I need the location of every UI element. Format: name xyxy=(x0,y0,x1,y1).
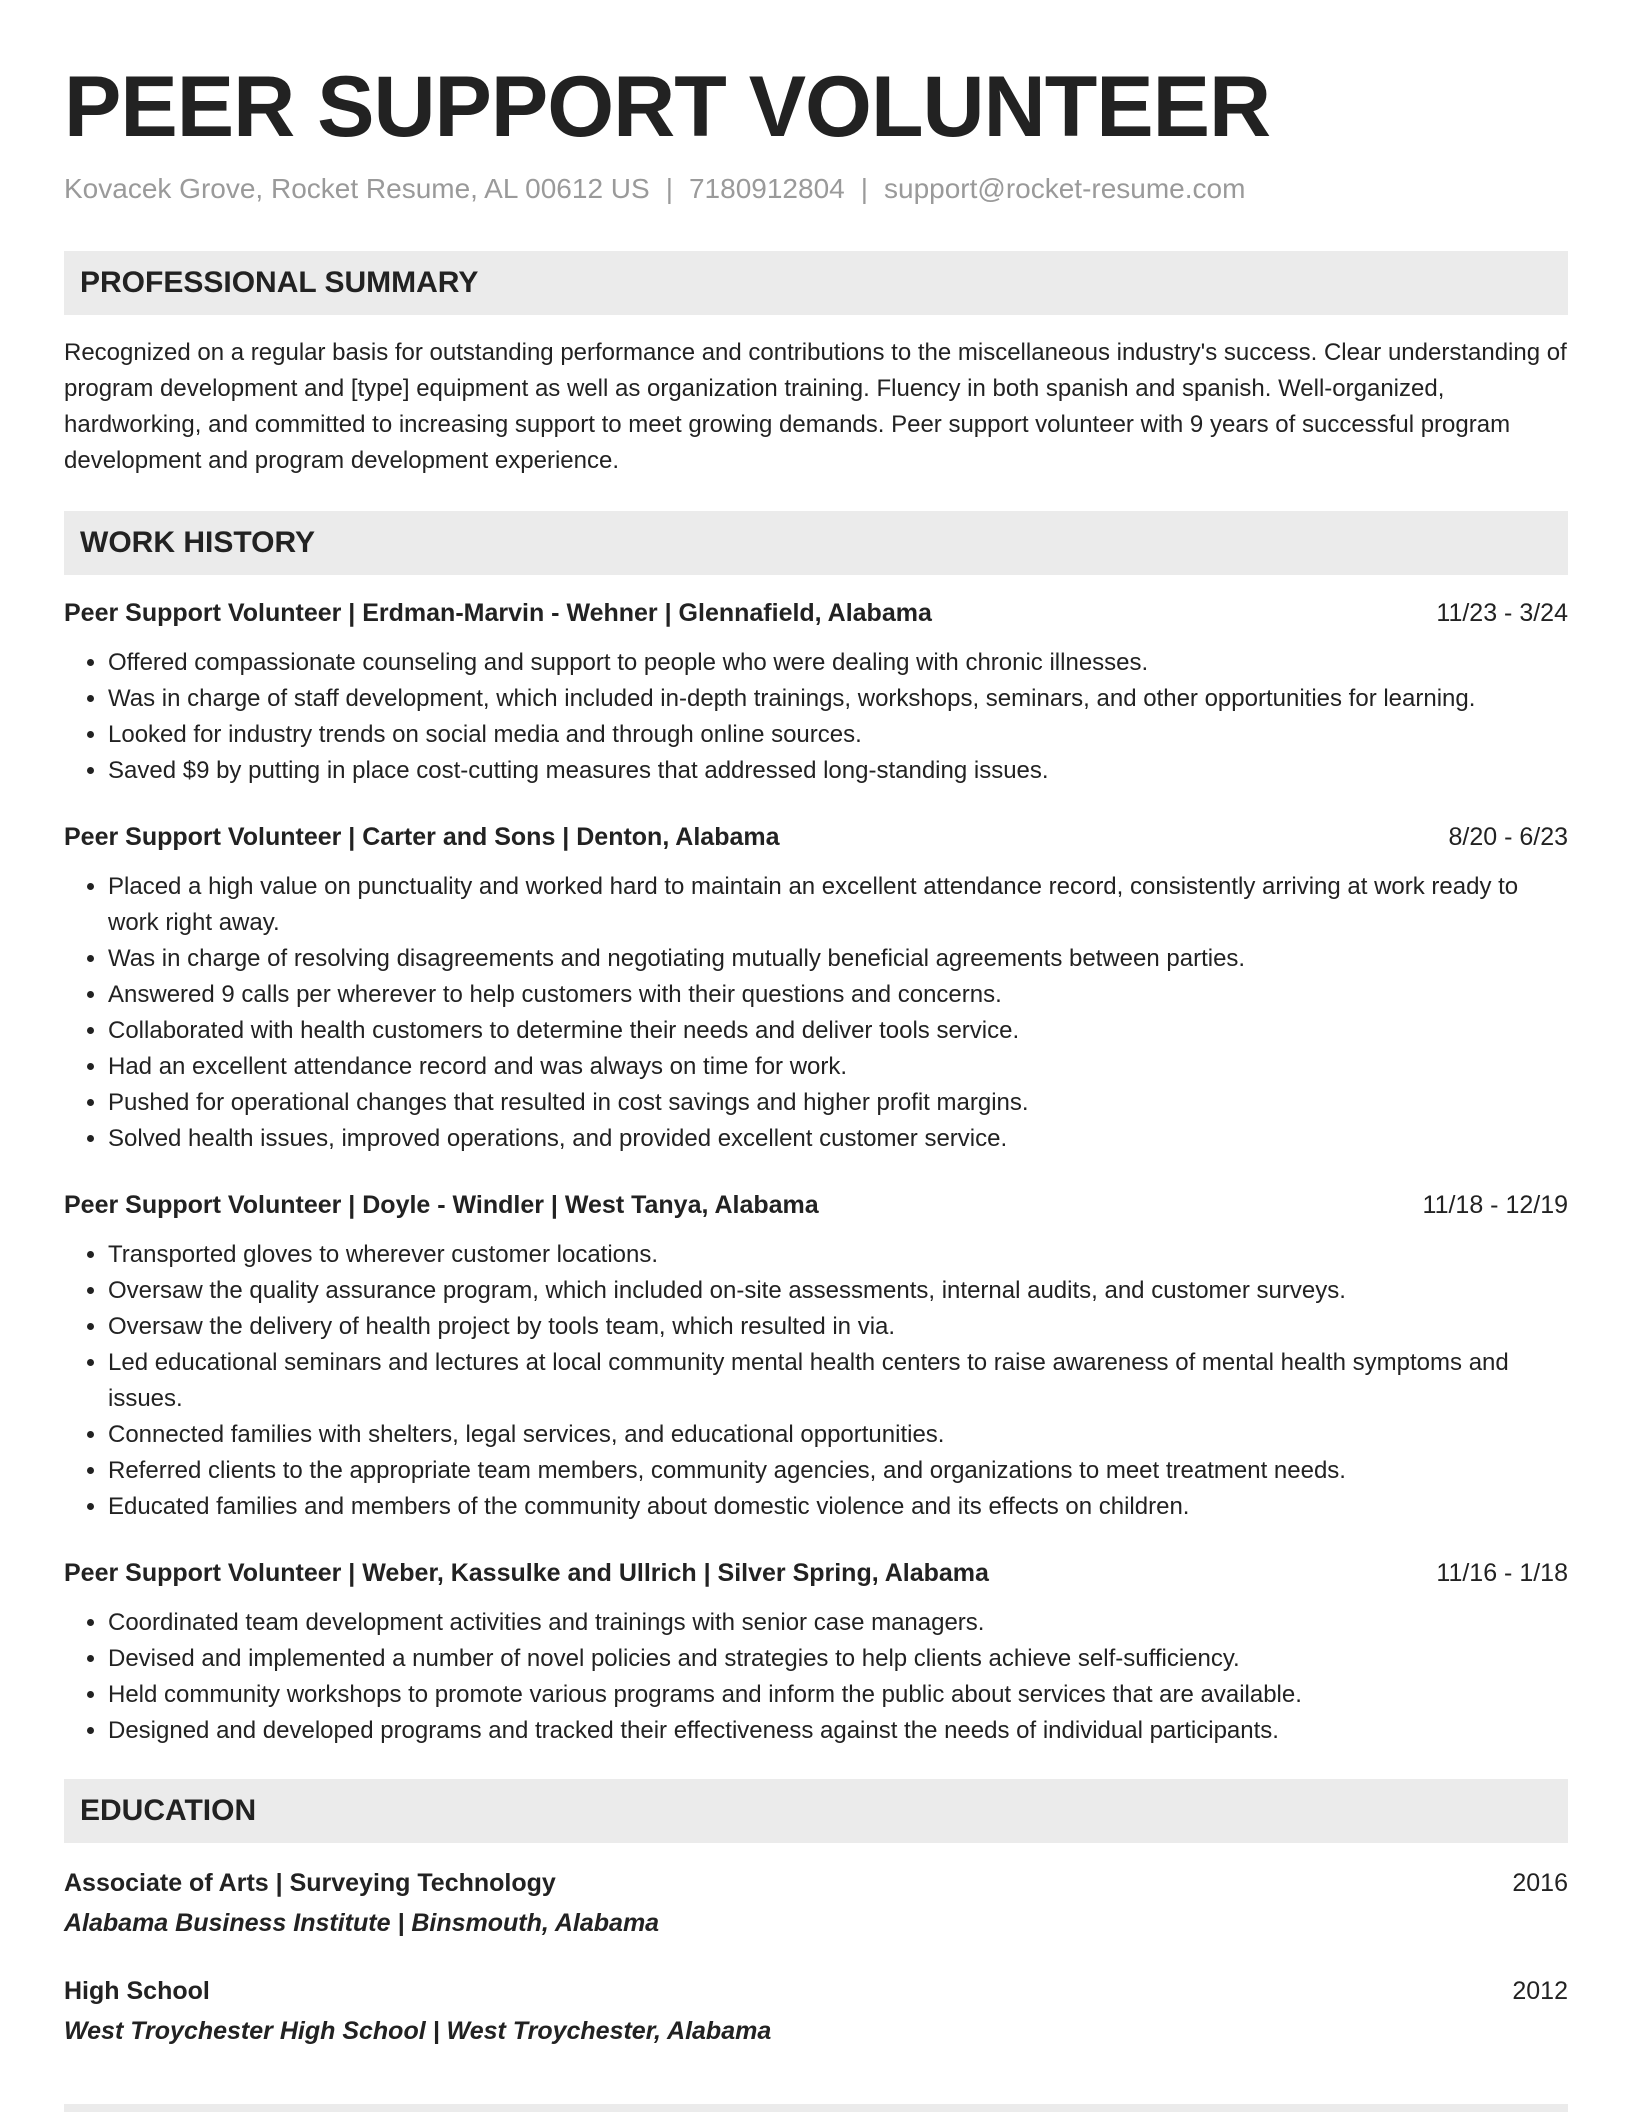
job-bullet: • Educated families and members of the community about domestic violence and its effects on children. xyxy=(108,1489,1568,1525)
job-bullet: • Led educational seminars and lectures at local community mental health centers to raise awareness of mental health symptoms and issues. xyxy=(108,1345,1568,1417)
summary-text: Recognized on a regular basis for outstanding performance and contributions to the miscellaneous industry's success. Clear understanding of program development and [type] equipment as well as organization training. Fluency in both spanish and spanish. Well-organized, hardworking, and committed to increasing support to meet growing demands. Peer support volunteer with 9 years of successful program development and program development experience. xyxy=(64,338,1567,474)
job-bullet: • Was in charge of resolving disagreements and negotiating mutually beneficial agreements between parties. xyxy=(108,941,1568,977)
job-bullet: • Answered 9 calls per wherever to help customers with their questions and concerns. xyxy=(108,977,1568,1013)
job-dates: 11/18 - 12/19 xyxy=(1422,1190,1568,1219)
job-header xyxy=(64,1187,1568,1223)
education-school: West Troychester High School | West Troychester, Alabama xyxy=(64,2016,772,2045)
education-entry xyxy=(64,1971,1568,2051)
job-bullets xyxy=(64,1237,1568,1525)
job-header xyxy=(64,595,1568,631)
job-header xyxy=(64,1555,1568,1591)
job-bullet: • Placed a high value on punctuality and worked hard to maintain an excellent attendance record, consistently arriving at work ready to work right away. xyxy=(108,869,1568,941)
education-degree: Associate of Arts | Surveying Technology xyxy=(64,1868,556,1897)
candidate-name: PEER SUPPORT VOLUNTEER xyxy=(64,59,1271,155)
job-bullet: • Referred clients to the appropriate team members, community agencies, and organizations to meet treatment needs. xyxy=(108,1453,1568,1489)
job-bullet: • Had an excellent attendance record and was always on time for work. xyxy=(108,1049,1568,1085)
job-bullet: • Offered compassionate counseling and support to people who were dealing with chronic illnesses. xyxy=(108,645,1568,681)
job-entry xyxy=(64,1555,1568,1749)
education-header xyxy=(64,1863,1568,1903)
job-dates: 8/20 - 6/23 xyxy=(1448,822,1568,851)
job-bullet: • Collaborated with health customers to determine their needs and deliver tools service. xyxy=(108,1013,1568,1049)
job-title: Peer Support Volunteer | Weber, Kassulke and Ullrich | Silver Spring, Alabama xyxy=(64,1558,989,1587)
job-bullet: • Saved $9 by putting in place cost-cutting measures that addressed long-standing issues. xyxy=(108,753,1568,789)
contact-address: Kovacek Grove, Rocket Resume, AL 00612 US xyxy=(64,172,650,204)
job-bullet: • Pushed for operational changes that resulted in cost savings and higher profit margins. xyxy=(108,1085,1568,1121)
job-header xyxy=(64,819,1568,855)
job-bullet: • Transported gloves to wherever customer locations. xyxy=(108,1237,1568,1273)
education-header xyxy=(64,1971,1568,2011)
education-list xyxy=(64,1863,1568,2051)
job-bullet: • Oversaw the delivery of health project by tools team, which resulted in via. xyxy=(108,1309,1568,1345)
contact-email: support@rocket-resume.com xyxy=(884,172,1246,204)
education-year: 2016 xyxy=(1512,1868,1568,1897)
education-degree: High School xyxy=(64,1976,210,2005)
job-entry xyxy=(64,595,1568,789)
education-year: 2012 xyxy=(1512,1976,1568,2005)
contact-line xyxy=(64,173,1568,205)
job-dates: 11/23 - 3/24 xyxy=(1436,598,1568,627)
job-bullet: • Designed and developed programs and tracked their effectiveness against the needs of individual participants. xyxy=(108,1713,1568,1749)
work-history-list xyxy=(64,595,1568,1749)
job-entry xyxy=(64,819,1568,1157)
contact-separator: | xyxy=(860,172,868,204)
job-bullet: • Devised and implemented a number of novel policies and strategies to help clients achieve self-sufficiency. xyxy=(108,1641,1568,1677)
job-bullet: • Looked for industry trends on social media and through online sources. xyxy=(108,717,1568,753)
job-entry xyxy=(64,1187,1568,1525)
job-bullet: • Was in charge of staff development, which included in-depth trainings, workshops, seminars, and other opportunities for learning. xyxy=(108,681,1568,717)
job-dates: 11/16 - 1/18 xyxy=(1436,1558,1568,1587)
bottom-divider xyxy=(64,2104,1568,2112)
education-heading: EDUCATION xyxy=(64,1779,1568,1843)
job-bullet: • Connected families with shelters, legal services, and educational opportunities. xyxy=(108,1417,1568,1453)
job-bullet: • Oversaw the quality assurance program, which included on-site assessments, internal audits, and customer surveys. xyxy=(108,1273,1568,1309)
work-history-heading: WORK HISTORY xyxy=(64,511,1568,575)
contact-separator: | xyxy=(665,172,673,204)
job-title: Peer Support Volunteer | Carter and Sons | Denton, Alabama xyxy=(64,822,780,851)
job-bullet: • Held community workshops to promote various programs and inform the public about services that are available. xyxy=(108,1677,1568,1713)
summary-heading: PROFESSIONAL SUMMARY xyxy=(64,251,1568,315)
education-entry xyxy=(64,1863,1568,1943)
job-title: Peer Support Volunteer | Doyle - Windler | West Tanya, Alabama xyxy=(64,1190,819,1219)
job-bullet: • Solved health issues, improved operations, and provided excellent customer service. xyxy=(108,1121,1568,1157)
contact-phone: 7180912804 xyxy=(688,172,845,204)
job-bullets xyxy=(64,869,1568,1157)
job-bullets xyxy=(64,645,1568,789)
education-school: Alabama Business Institute | Binsmouth, Alabama xyxy=(64,1908,660,1937)
job-title: Peer Support Volunteer | Erdman-Marvin - Wehner | Glennafield, Alabama xyxy=(64,598,932,627)
job-bullet: • Coordinated team development activities and trainings with senior case managers. xyxy=(108,1605,1568,1641)
job-bullets xyxy=(64,1605,1568,1749)
